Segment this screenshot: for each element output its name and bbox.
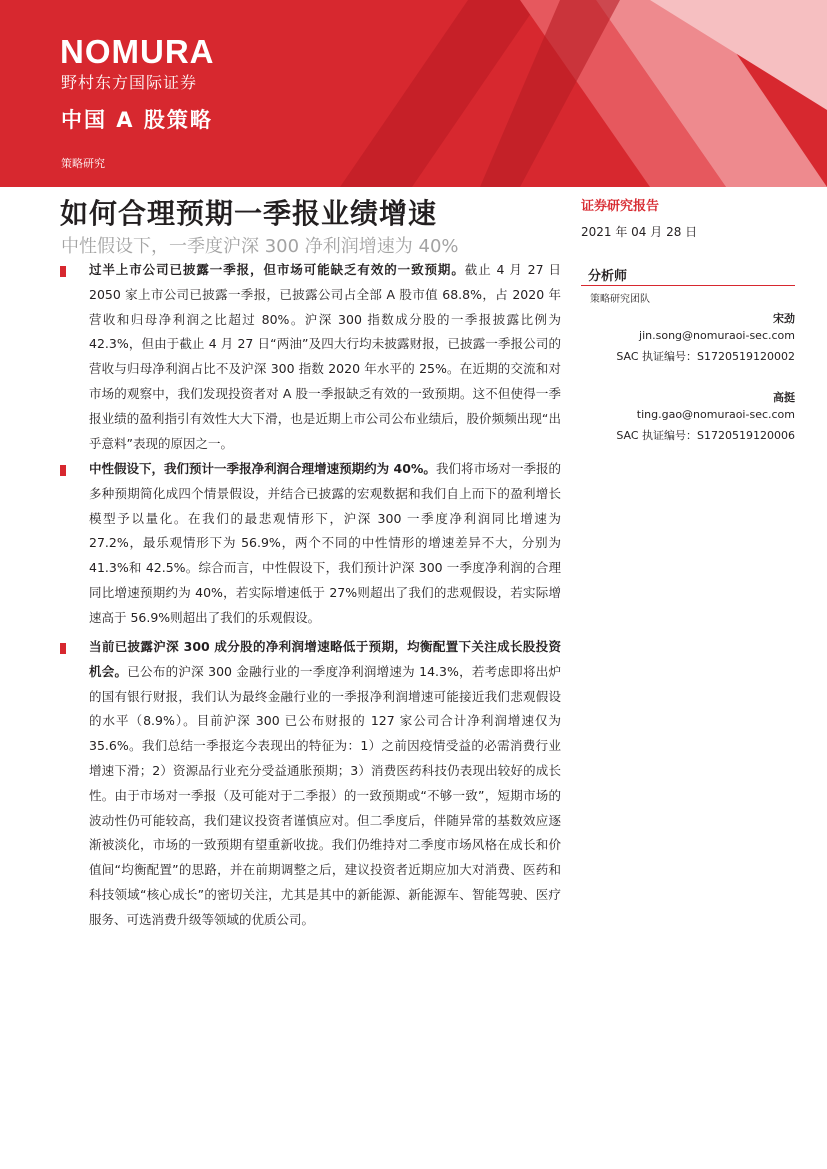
company-name: 野村东方国际证券 bbox=[61, 73, 198, 92]
analyst-name: 高挺 bbox=[773, 391, 795, 404]
analyst-sac: SAC 执证编号：S1720519120006 bbox=[616, 429, 795, 442]
report-category: 策略研究 bbox=[61, 157, 105, 170]
section-title: 中国 A 股策略 bbox=[61, 108, 213, 132]
paragraph-lead: 当前已披露沪深 300 成分股的净利润增速略低于预期，均衡配置下关注成长股投资机会。 bbox=[89, 639, 561, 679]
decorative-stripes bbox=[0, 0, 827, 187]
report-date: 2021 年 04 月 28 日 bbox=[581, 225, 698, 239]
nomura-logo: NOMURA bbox=[60, 33, 215, 70]
page-title: 如何合理预期一季报业绩增速 bbox=[60, 197, 438, 230]
paragraph-text: 已公布的沪深 300 金融行业的一季度净利润增速为 14.3%，若考虑即将出炉的国有银行财报，我们认为最终金融行业的一季报净利润增速可能接近我们悲观假设的水平（8.9%）。目前沪深 300 已公布财报的 127 家公司合计净利润增速仅为 35.6%。我们总结一季报迄今表现出的特征为：1）之前因疫情受益的必需消费行业增速下滑；2）资源品行业充分受益通胀预期；3）消费医药科技仍表现出较好的成长性。由于市场对一季报（及可能对于二季报）的一致预期或“不够一致”，短期市场的波动性仍可能较高，我们建议投资者谨慎应对。但二季度后，伴随异常的基数效应逐渐被淡化，市场的一致预期有望重新收拢。我们仍维持对二季度市场风格在成长和价值间“均衡配置”的思路，并在前期调整之后，建议投资者近期应加大对消费、医药和科技领域“核心成长”的密切关注，尤其是其中的新能源、新能源车、智能驾驶、医疗服务、可选消费升级等领域的优质公司。 bbox=[89, 663, 561, 927]
report-type-label: 证券研究报告 bbox=[581, 199, 660, 214]
analysts-heading: 分析师 bbox=[588, 269, 628, 284]
paragraph-2 bbox=[89, 457, 561, 631]
header-banner bbox=[0, 0, 827, 187]
paragraph-3 bbox=[89, 635, 561, 933]
team-name: 策略研究团队 bbox=[590, 294, 650, 305]
analyst-email[interactable]: jin.song@nomuraoi-sec.com bbox=[639, 329, 795, 342]
analyst-name: 宋劲 bbox=[773, 312, 795, 325]
divider bbox=[581, 285, 795, 286]
paragraph-lead: 过半上市公司已披露一季报，但市场可能缺乏有效的一致预期。 bbox=[89, 262, 465, 277]
paragraph-text: 我们将市场对一季报的多种预期简化成四个情景假设，并结合已披露的宏观数据和我们自上而下的盈利增长模型予以量化。在我们的最悲观情形下，沪深 300 一季度净利润同比增速为 27.2%，最乐观情形下为 56.9%，两个不同的中性情形的增速差异不大，分别为 41.3%和 42.5%。综合而言，中性假设下，我们预计沪深 300 一季度净利润的合理同比增速预期约为 40%，若实际增速低于 27%则超出了我们的悲观假设，若实际增速高于 56.9%则超出了我们的乐观假设。 bbox=[89, 461, 561, 625]
paragraph-lead: 中性假设下，我们预计一季报净利润合理增速预期约为 40%。 bbox=[89, 461, 436, 476]
bullet-marker bbox=[60, 266, 66, 277]
page-subtitle: 中性假设下，一季度沪深 300 净利润增速为 40% bbox=[61, 236, 459, 257]
bullet-marker bbox=[60, 465, 66, 476]
analyst-email[interactable]: ting.gao@nomuraoi-sec.com bbox=[636, 408, 795, 421]
paragraph-1 bbox=[89, 258, 561, 456]
analyst-sac: SAC 执证编号：S1720519120002 bbox=[616, 350, 795, 363]
bullet-marker bbox=[60, 643, 66, 654]
paragraph-text: 截止 4 月 27 日 2050 家上市公司已披露一季报，已披露公司占全部 A 股市值 68.8%，占 2020 年营收和归母净利润之比超过 80%。沪深 300 指数成分股的一季报披露比例为 42.3%，但由于截止 4 月 27 日“两油”及四大行均未披露财报，已披露一季报公司的营收与归母净利润占比不及沪深 300 指数 2020 年水平的 25%。在近期的交流和对市场的观察中，我们发现投资者对 A 股一季报缺乏有效的一致预期。这不但使得一季报业绩的盈利指引有效性大大下滑，也是近期上市公司公布业绩后，股价频频出现“出乎意料”表现的原因之一。 bbox=[89, 262, 561, 451]
